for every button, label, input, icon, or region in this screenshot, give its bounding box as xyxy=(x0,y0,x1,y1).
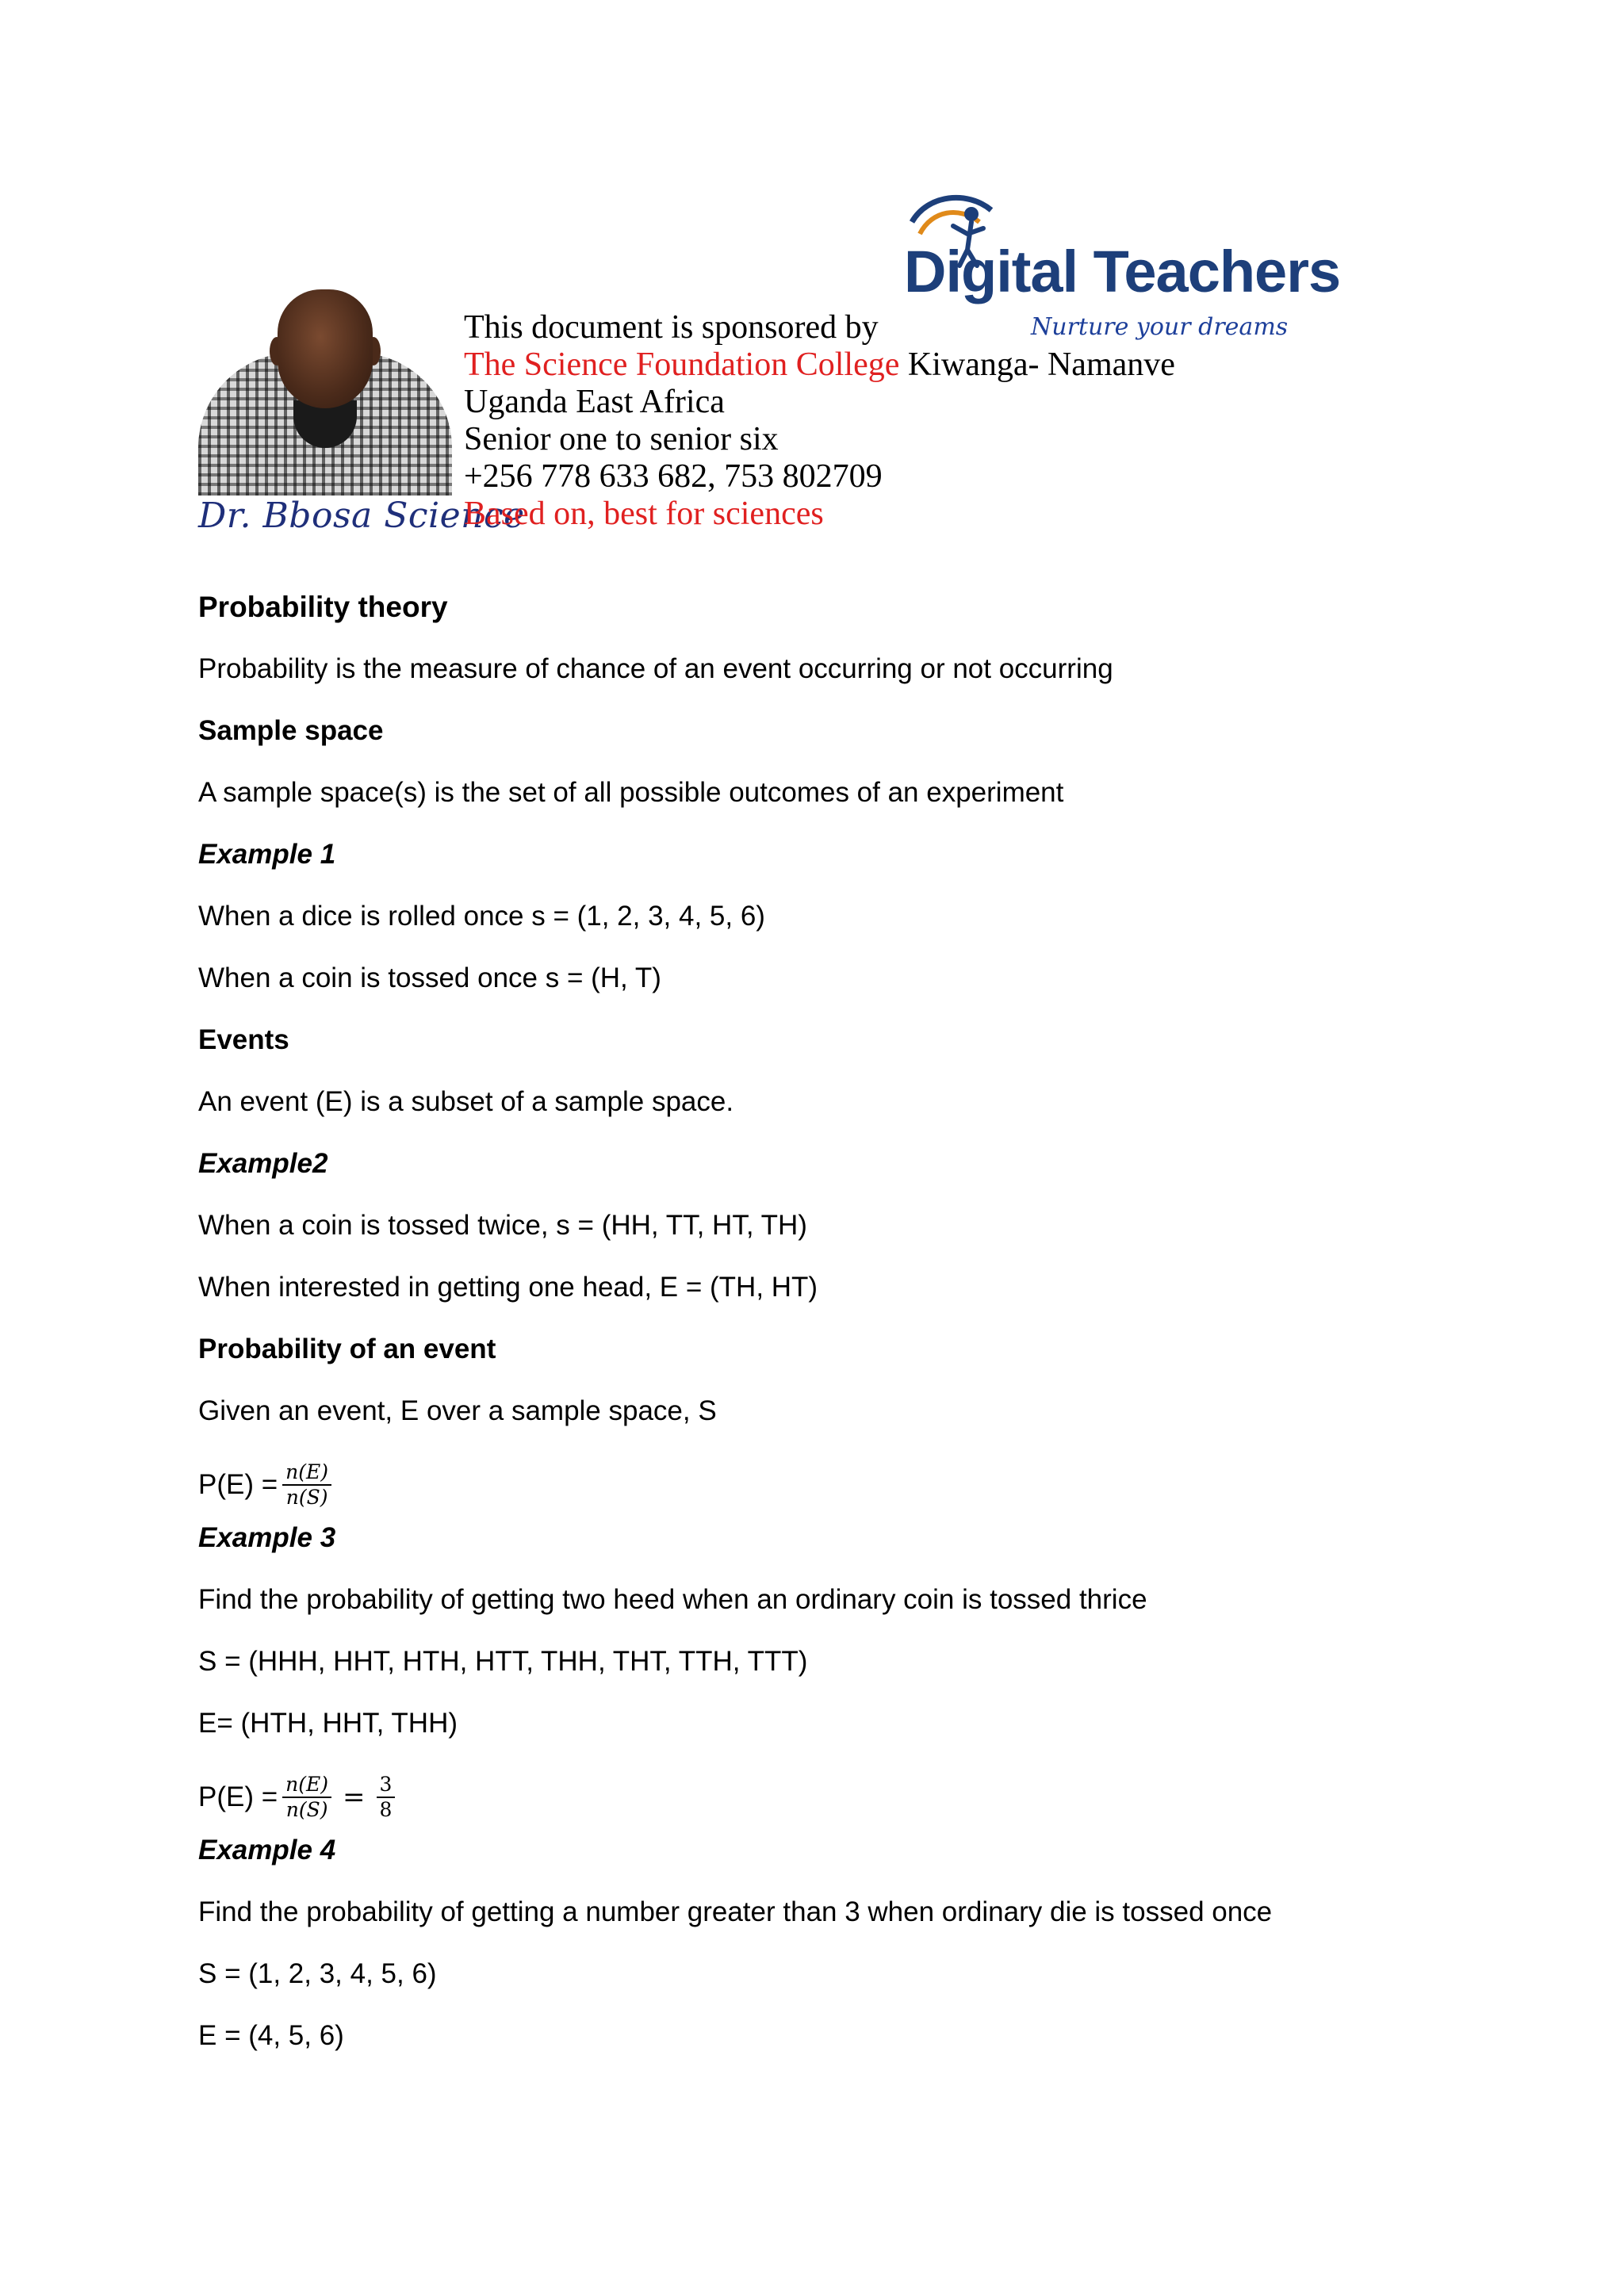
sponsor-line: Uganda East Africa xyxy=(464,384,725,420)
probability-formula xyxy=(198,1448,1435,1521)
section-heading-events: Events xyxy=(198,1024,289,1055)
sponsor-banner xyxy=(198,190,1341,555)
fraction-numerator: n(E) xyxy=(282,1773,331,1798)
example-heading: Example 4 xyxy=(198,1835,336,1866)
sponsor-slogan: Based on, best for sciences xyxy=(464,496,824,532)
result-numerator: 3 xyxy=(377,1773,396,1798)
digital-teachers-logo xyxy=(904,190,1341,349)
result-fraction xyxy=(377,1773,396,1822)
example-line: When interested in getting one head, E = (TH, HT) xyxy=(198,1272,818,1303)
fraction-numerator: n(E) xyxy=(282,1460,331,1486)
formula-lhs: P(E) = xyxy=(198,1781,278,1812)
example-line: When a coin is tossed twice, s = (HH, TT, HT, TH) xyxy=(198,1210,807,1241)
logo-title: Digital Teachers xyxy=(904,239,1341,304)
example-line: E= (HTH, HHT, THH) xyxy=(198,1708,458,1739)
example-line: E = (4, 5, 6) xyxy=(198,2020,344,2051)
sponsor-line: Senior one to senior six xyxy=(464,421,779,457)
page-title: Probability theory xyxy=(198,591,448,623)
sample-space-definition: A sample space(s) is the set of all possible outcomes of an experiment xyxy=(198,777,1064,808)
formula-fraction xyxy=(282,1460,331,1510)
example-line: When a dice is rolled once s = (1, 2, 3, 4, 5, 6) xyxy=(198,901,765,932)
example3-formula xyxy=(198,1761,1435,1834)
result-denominator: 8 xyxy=(379,1798,393,1821)
fraction-denominator: n(S) xyxy=(285,1486,328,1509)
example-line: Find the probability of getting two heed when an ordinary coin is tossed thrice xyxy=(198,1584,1147,1615)
example-heading: Example 3 xyxy=(198,1522,336,1553)
event-definition: An event (E) is a subset of a sample space. xyxy=(198,1086,734,1117)
head-shape xyxy=(278,289,373,408)
section-heading-sample-space: Sample space xyxy=(198,715,384,746)
college-location: Kiwanga- Namanve xyxy=(899,346,1175,383)
example-line: S = (HHH, HHT, HTH, HTT, THH, THT, TTH, TTT) xyxy=(198,1646,808,1677)
sponsor-line: This document is sponsored by xyxy=(464,309,879,346)
fraction-denominator: n(S) xyxy=(285,1798,328,1821)
author-photo xyxy=(198,281,452,496)
example-line: S = (1, 2, 3, 4, 5, 6) xyxy=(198,1958,437,1989)
sponsor-phone: +256 778 633 682, 753 802709 xyxy=(464,458,883,495)
formula-lhs: P(E) = xyxy=(198,1469,278,1500)
sponsor-line-college xyxy=(464,346,1175,384)
example-heading: Example2 xyxy=(198,1148,328,1179)
logo-tagline: Nurture your dreams xyxy=(1031,313,1289,341)
author-signature: Dr. Bbosa Science xyxy=(198,496,525,536)
college-name: The Science Foundation College xyxy=(464,346,900,383)
example-line: When a coin is tossed once s = (H, T) xyxy=(198,962,661,993)
example-heading: Example 1 xyxy=(198,839,336,870)
example-line: Find the probability of getting a number greater than 3 when ordinary die is tossed once xyxy=(198,1896,1273,1927)
section-heading-probability-of-event: Probability of an event xyxy=(198,1334,496,1364)
formula-fraction xyxy=(282,1773,331,1822)
document-body xyxy=(198,591,1435,2081)
probability-definition: Probability is the measure of chance of an event occurring or not occurring xyxy=(198,653,1113,684)
probability-event-statement: Given an event, E over a sample space, S xyxy=(198,1395,717,1426)
equals-sign: = xyxy=(343,1781,366,1813)
